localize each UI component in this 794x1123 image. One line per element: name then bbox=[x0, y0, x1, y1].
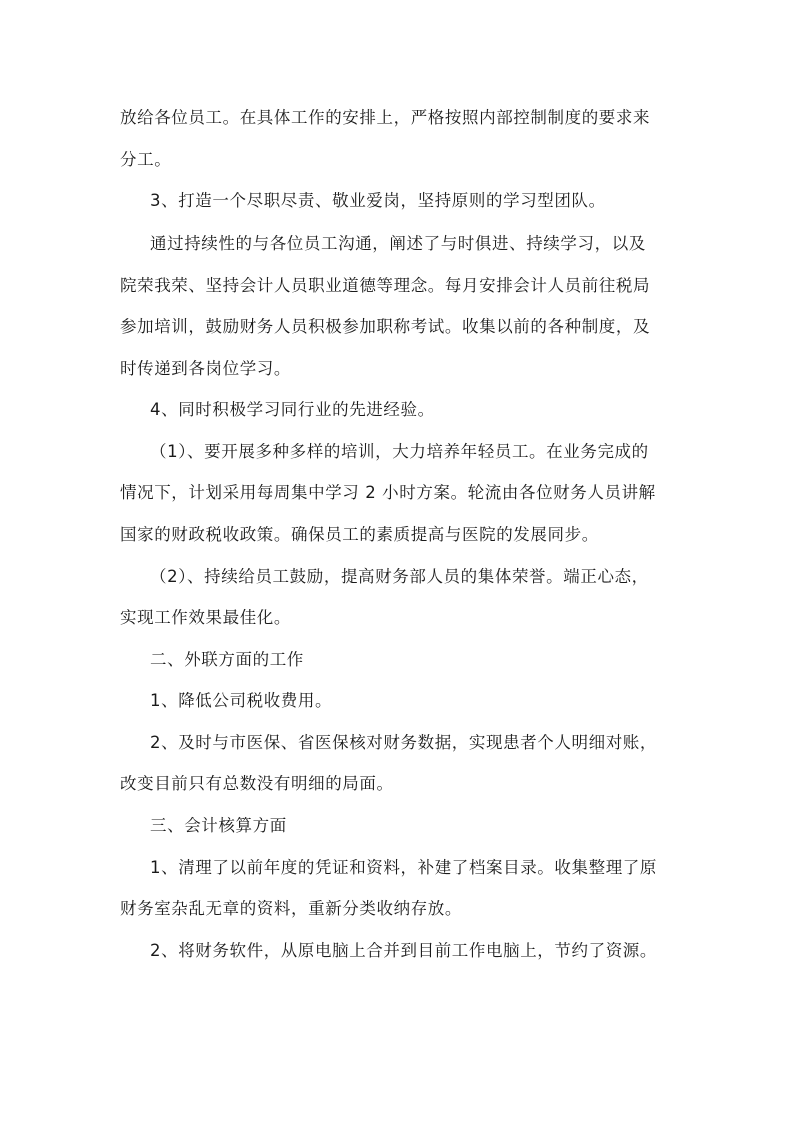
list-item-heading: 4、同时积极学习同行业的先进经验。 bbox=[150, 400, 435, 419]
text-line: 情况下，计划采用每周集中学习 2 小时方案。轮流由各位财务人员讲解 bbox=[120, 483, 656, 502]
text-line: 时传递到各岗位学习。 bbox=[120, 359, 291, 378]
list-item: 2、将财务软件，从原电脑上合并到目前工作电脑上，节约了资源。 bbox=[150, 941, 657, 960]
text-line: 国家的财政税收政策。确保员工的素质提高与医院的发展同步。 bbox=[120, 525, 599, 544]
section-heading: 二、外联方面的工作 bbox=[150, 650, 304, 669]
paragraph-start: 通过持续性的与各位员工沟通，阐述了与时俱进、持续学习，以及 bbox=[150, 234, 646, 253]
text-line: 财务室杂乱无章的资料，重新分类收纳存放。 bbox=[120, 899, 462, 918]
text-line: 实现工作效果最佳化。 bbox=[120, 608, 291, 627]
list-item: 2、及时与市医保、省医保核对财务数据，实现患者个人明细对账， bbox=[150, 733, 657, 752]
section-heading: 三、会计核算方面 bbox=[150, 816, 287, 835]
list-item: 1、降低公司税收费用。 bbox=[150, 691, 333, 710]
text-line: 院荣我荣、坚持会计人员职业道德等理念。每月安排会计人员前往税局 bbox=[120, 276, 651, 295]
list-item-heading: 3、打造一个尽职尽责、敬业爱岗，坚持原则的学习型团队。 bbox=[150, 191, 606, 210]
list-item: 1、清理了以前年度的凭证和资料，补建了档案目录。收集整理了原 bbox=[150, 858, 657, 877]
text-line: 分工。 bbox=[120, 150, 172, 169]
text-line: 放给各位员工。在具体工作的安排上，严格按照内部控制制度的要求来 bbox=[120, 108, 651, 127]
text-line: 改变目前只有总数没有明细的局面。 bbox=[120, 774, 394, 793]
text-line: 参加培训，鼓励财务人员积极参加职称考试。收集以前的各种制度，及 bbox=[120, 317, 651, 336]
sub-item-start: （2）、持续给员工鼓励，提高财务部人员的集体荣誉。端正心态， bbox=[150, 567, 649, 586]
sub-item-start: （1）、要开展多种多样的培训，大力培养年轻员工。在业务完成的 bbox=[150, 442, 649, 461]
